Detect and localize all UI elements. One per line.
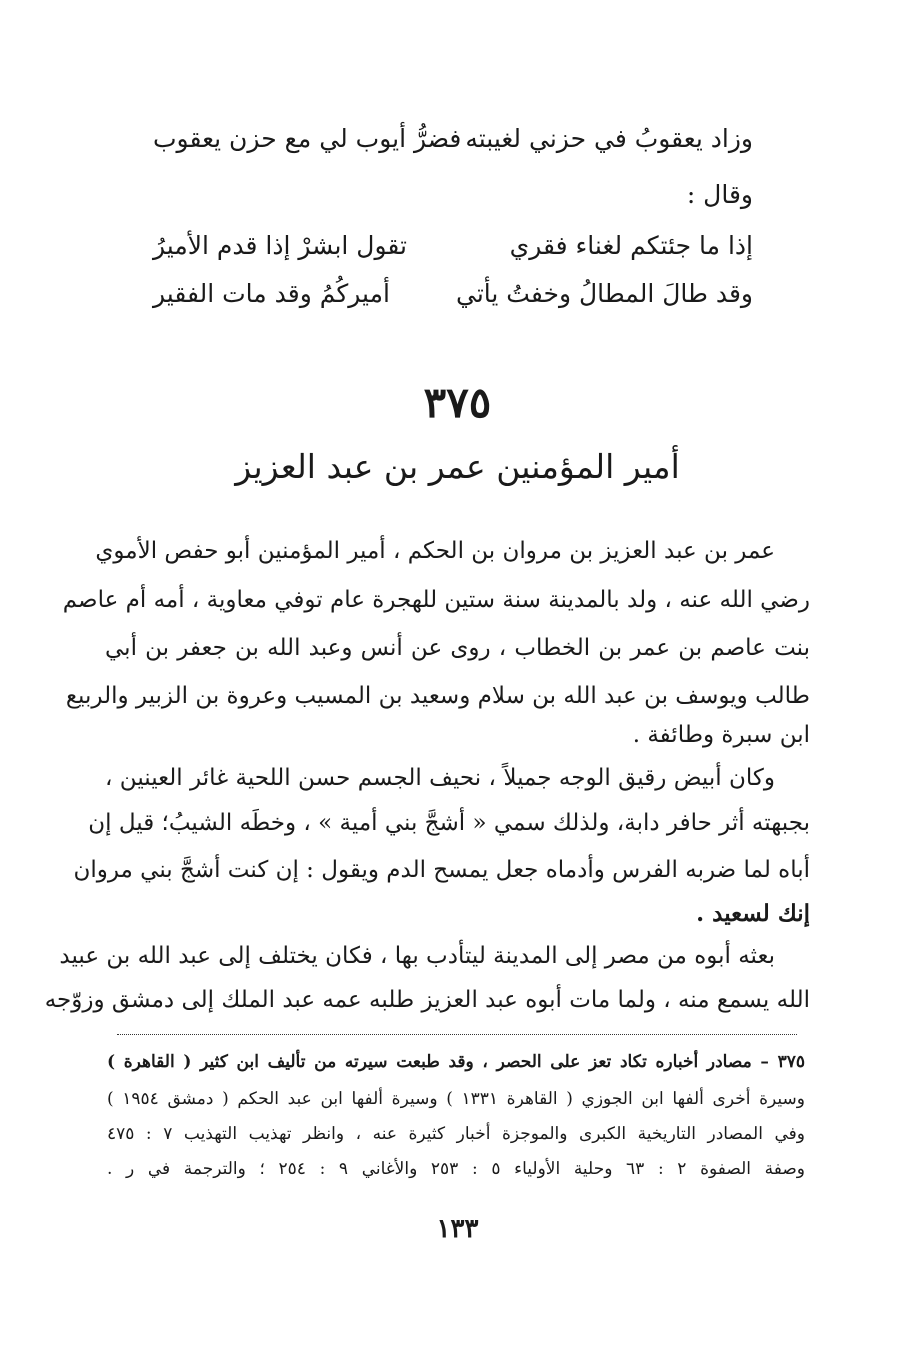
text-line: ابن سبرة وطائفة . [632, 722, 810, 748]
poem-verse [153, 279, 753, 319]
footnote-line: ٣٧٥ – مصادر أخباره تكاد تعز على الحصر ، وقد طبعت سيرته من تأليف ابن كثير ( القاهرة ) [107, 1052, 805, 1072]
entry-number: ٣٧٥ [423, 378, 492, 427]
text-line: إنك لسعيد . [696, 900, 810, 927]
text-line: عمر بن عبد العزيز بن مروان بن الحكم ، أمير المؤمنين أبو حفص الأموي [95, 538, 775, 564]
footnote-line: وسيرة أخرى ألفها ابن الجوزي ( القاهرة ١٣٣١ ) وسيرة ألفها ابن عبد الحكم ( دمشق ١٩٥٤ ) [107, 1089, 805, 1109]
text-line: بنت عاصم بن عمر بن الخطاب ، روى عن أنس وعبد الله بن جعفر بن أبي [105, 635, 810, 661]
verse-second-hemistich: تقول ابشرْ إذا قدم الأميرُ [153, 231, 407, 260]
footnote-separator [117, 1034, 797, 1035]
footnote-line: وصفة الصفوة ٢ : ٦٣ وحلية الأولياء ٥ : ٢٥٣ والأغاني ٩ : ٢٥٤ ؛ والترجمة في ر . [107, 1159, 805, 1179]
verse-second-hemistich: أميركُمُ وقد مات الفقير [153, 279, 390, 308]
text-line: أباه لما ضربه الفرس وأدماه جعل يمسح الدم ويقول : إن كنت أشجَّ بني مروان [73, 857, 810, 883]
poem-verse [153, 231, 753, 271]
poem-verse [153, 124, 753, 164]
footnote-line: وفي المصادر التاريخية الكبرى والموجزة أخبار كثيرة عنه ، وانظر تهذيب التهذيب ٧ : ٤٧٥ [107, 1124, 805, 1144]
text-line: الله يسمع منه ، ولما مات أبوه عبد العزيز طلبه عمه عبد الملك إلى دمشق وزوّجه [44, 987, 810, 1013]
text-line: بجبهته أثر حافر دابة، ولذلك سمي « أشجَّ بني أمية » ، وخطَه الشيبُ؛ قيل إن [88, 810, 810, 836]
text-line: طالب ويوسف بن عبد الله بن سلام وسعيد بن المسيب وعروة بن الزبير والربيع [65, 683, 810, 709]
verse-second-hemistich: فضرُّ أيوب لي مع حزن يعقوب [153, 124, 462, 153]
text-line: وكان أبيض رقيق الوجه جميلاً ، نحيف الجسم حسن اللحية غائر العينين ، [105, 765, 775, 791]
text-line: بعثه أبوه من مصر إلى المدينة ليتأدب بها ، فكان يختلف إلى عبد الله بن عبيد [59, 943, 775, 969]
verse-first-hemistich: إذا ما جئتكم لغناء فقري [509, 231, 753, 260]
verse-first-hemistich: وقد طالَ المطالُ وخفتُ يأتي [455, 279, 753, 308]
text-line: رضي الله عنه ، ولد بالمدينة سنة ستين للهجرة عام توفي معاوية ، أمه أم عاصم [62, 587, 810, 613]
verse-first-hemistich: وزاد يعقوبُ في حزني لغيبته [465, 124, 753, 153]
entry-title: أمير المؤمنين عمر بن عبد العزيز [235, 447, 680, 486]
poem-intro: وقال : [686, 180, 753, 209]
page-number: ١٣٣ [436, 1214, 479, 1244]
